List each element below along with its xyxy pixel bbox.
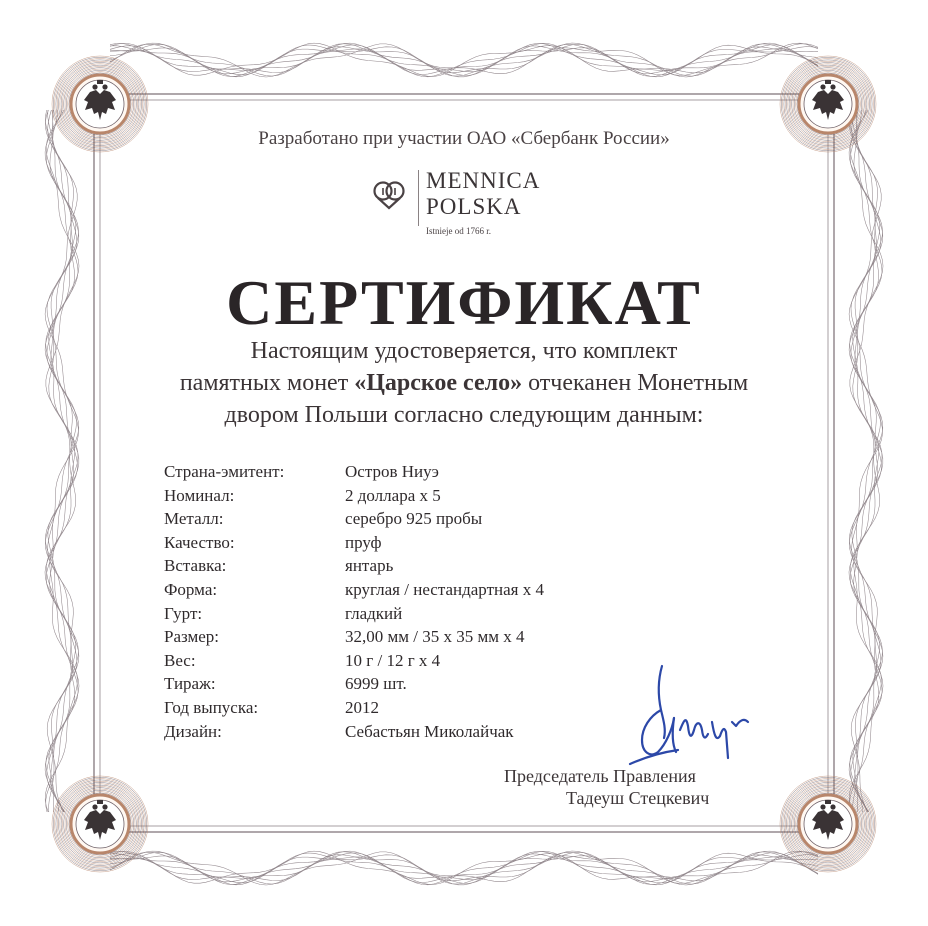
spec-label: Номинал:: [164, 486, 235, 505]
corner-medallion: [780, 776, 876, 872]
spec-value: 2012: [345, 698, 379, 717]
spec-value: 10 г / 12 г х 4: [345, 651, 441, 670]
set-name: «Царское село»: [354, 370, 523, 396]
handwritten-signature: [628, 660, 760, 772]
mennica-polska-logo-icon: [372, 176, 406, 210]
spec-label: Размер:: [164, 627, 220, 646]
spec-label: Металл:: [164, 509, 224, 528]
logo-established: Istnieje od 1766 r.: [426, 226, 491, 236]
spec-label: Вставка:: [164, 556, 227, 575]
spec-value: янтарь: [345, 556, 394, 575]
spec-label: Форма:: [164, 580, 218, 599]
spec-value: 2 доллара х 5: [345, 486, 441, 505]
intro-line-3: двором Польши согласно следующим данным:: [224, 402, 704, 428]
spec-label: Год выпуска:: [164, 698, 259, 717]
logo-wordmark-bottom: POLSKA: [426, 194, 522, 219]
intro-line-2: [0, 370, 928, 397]
spec-value: 6999 шт.: [345, 674, 407, 693]
logo-wordmark-top: MENNICA: [426, 168, 541, 193]
spec-label: Тираж:: [164, 674, 216, 693]
corner-medallion: [52, 776, 148, 872]
spec-value: Остров Ниуэ: [345, 462, 439, 481]
spec-label: Дизайн:: [164, 722, 222, 741]
signatory-role: Председатель Правления: [504, 766, 696, 786]
spec-label: Страна-эмитент:: [164, 462, 285, 481]
intro-line-2-end: отчеканен Монетным: [522, 370, 749, 396]
spec-label: Качество:: [164, 533, 235, 552]
spec-value: гладкий: [345, 604, 403, 623]
intro-line-2-start: памятных монет: [179, 370, 355, 396]
spec-value: пруф: [345, 533, 382, 552]
intro-line-1: Настоящим удостоверяется, что комплект: [250, 338, 678, 364]
spec-value: серебро 925 пробы: [345, 509, 483, 528]
spec-value: круглая / нестандартная х 4: [345, 580, 544, 599]
spec-value: Себастьян Миколайчак: [345, 722, 514, 741]
signatory-name: Тадеуш Стецкевич: [566, 788, 710, 808]
sponsor-note: Разработано при участии ОАО «Сбербанк России»: [258, 128, 670, 149]
logo-divider: [418, 170, 419, 226]
certificate-title: СЕРТИФИКАТ: [226, 267, 702, 338]
spec-value: 32,00 мм / 35 х 35 мм х 4: [345, 627, 525, 646]
spec-label: Вес:: [164, 651, 196, 670]
spec-label: Гурт:: [164, 604, 203, 623]
